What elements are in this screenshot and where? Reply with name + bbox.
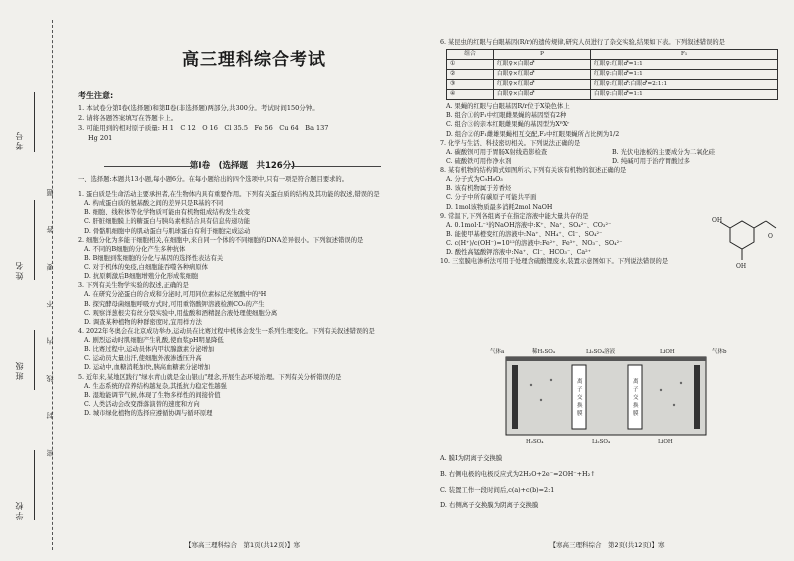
question-4	[78, 327, 416, 373]
option-c: C. 硫酸铁可用作净水剂	[446, 157, 512, 165]
notice-item: 1. 本试卷分第Ⅰ卷(选择题)和第Ⅱ卷(非选择题)两部分,共300分。考试时间150分钟。	[78, 104, 319, 112]
membrane-label-1: 膜	[577, 411, 583, 417]
question-3	[78, 281, 416, 327]
option-c: C. 分子中所有碳原子可能共平面	[446, 194, 537, 202]
membrane-label-2: 膜	[633, 411, 639, 417]
lioh-outlet-label: LiOH	[658, 439, 673, 445]
table-cell: 红眼♀:红眼♂=1:1	[591, 60, 778, 70]
bond	[754, 221, 766, 228]
exam-title: 高三理科综合考试	[182, 50, 326, 70]
question-7	[440, 139, 778, 166]
table-cell: 红眼♀:红眼♂:白眼♂=2:1:1	[591, 80, 778, 90]
salt-solution-label: Li₂SO₄溶液	[586, 349, 616, 355]
option-c: C. 对于机体的免疫,白细胞能吞噬各种病原体	[84, 264, 208, 271]
question-stem: 8. 某有机物的结构简式如图所示,下列有关该有机物的叙述正确的是	[440, 167, 627, 174]
option-b: B. 探究酵母菌细胞呼吸方式时,可用重铬酸钾溶液检测CO₂的产生	[84, 300, 265, 308]
option-a: A. 生态系统的营养结构越复杂,其抵抗力稳定性越强	[84, 382, 227, 390]
option-b: B. 该有机物属于芳香烃	[446, 185, 512, 193]
option-a: A. 构成蛋白质的氨基酸之间的差异只是R基的不同	[84, 200, 224, 208]
table-cell: 白眼♀×红眼♂	[494, 70, 591, 80]
table-header: P	[494, 50, 591, 60]
membrane-label-2: 离	[633, 379, 639, 385]
option-c: C. 肝脏细胞膜上的糖蛋白与胰岛素相结合具有信息传递功能	[84, 218, 251, 226]
table-cell: ②	[447, 70, 494, 80]
part-1-heading: 第Ⅰ卷 (选择题 共126分)	[189, 161, 296, 171]
li2so4-outlet-label: Li₂SO₄	[592, 439, 611, 445]
question-stem: 1. 蛋白质是生命活动主要承担者,在生物体内具有重要作用。下列有关蛋白质的结构及其功能的叙述,错误的是	[78, 191, 380, 198]
table-row	[447, 70, 778, 80]
option-d: D. 组合②的F₁雌雄果蝇相互交配,F₂中红眼果蝇所占比例为1/2	[446, 130, 620, 138]
table-cell: 白眼♀×白眼♂	[494, 90, 591, 100]
option-grid	[440, 148, 778, 166]
option-a: A. 膜Ⅰ为阴离子交换膜	[440, 454, 503, 463]
question-5	[78, 373, 416, 419]
gas-a-label: 气体a	[490, 349, 505, 355]
field-name: 姓名	[15, 260, 24, 280]
option-a: A. 碳酸钡可用于胃肠X射线造影检查	[446, 148, 548, 156]
option-a: A. 在研究分泌蛋白的合成和分泌时,可用同位素标记亮氨酸中的³H	[84, 291, 267, 299]
oh-group: OH	[712, 217, 723, 224]
membrane-label-1: 交	[577, 395, 583, 401]
option-c: C. 观察洋葱根尖有丝分裂实验中,用盐酸和酒精混合液处理使细胞分离	[84, 309, 278, 317]
option-b: B. 光伏电池板的主要成分为二氧化硅	[612, 148, 716, 156]
notice-item: 3. 可能用到的相对原子质量: H 1 C 12 O 16 Cl 35.5 Fe 56 Cu 64 Ba 137	[78, 124, 329, 133]
membrane-label-2: 交	[633, 395, 639, 401]
oh-group: OH	[736, 263, 747, 270]
table-header-row	[447, 50, 778, 60]
notice-list	[78, 103, 413, 143]
option-c: C. 组合③的亲本红眼雌果蝇的基因型为XᴿXʳ	[446, 121, 570, 129]
question-stem: 2. 细胞分化为多能干细胞相关,在细胞中,来自同一个体的不同细胞的DNA差异很小。下列叙述错误的是	[78, 236, 364, 244]
option-d: D. 抗原刺激后B细胞增殖分化形成浆细胞	[84, 273, 199, 281]
option-d: D. 城市绿化植物的选择应遵循协调与循环原理	[84, 410, 213, 417]
field-exam-number: 考号	[15, 130, 24, 150]
table-row	[447, 90, 778, 100]
bond	[766, 221, 776, 228]
option-a: A. 剧烈运动时肌细胞产生乳酸,使血浆pH明显降低	[84, 337, 224, 344]
option-d: D. 纯碱可用于治疗胃酸过多	[612, 157, 691, 165]
table-cell: 红眼♀×红眼♂	[494, 80, 591, 90]
option-c: C. 装置工作一段时间后,c(a)+c(b)=2:1	[440, 485, 555, 494]
question-stem: 9. 常温下,下列各组离子在指定溶液中能大量共存的是	[440, 212, 589, 220]
table-row	[447, 80, 778, 90]
question-1	[78, 190, 416, 236]
option-a: A. 分子式为C₉H₈O₃	[446, 176, 503, 184]
option-b: B. 组合①的F₁中红眼雌果蝇的基因型有2种	[446, 112, 567, 120]
dilute-acid-label: 稀H₂SO₄	[532, 349, 555, 355]
section-intro: 一、选择题:本题共13小题,每小题6分。在每小题给出的四个选项中,只有一项是符合题目要求的。	[78, 176, 349, 183]
table-cell: ③	[447, 80, 494, 90]
membrane-label-2: 换	[633, 403, 639, 409]
page-1	[64, 0, 421, 561]
option-d: D. 酸性高锰酸钾溶液中:Na⁺、Cl⁻、HCO₃⁻、Ca²⁺	[446, 249, 591, 257]
underline-name	[34, 200, 35, 280]
footer-page-1: 【寒高三理科综合 第1页(共12页)】寒	[185, 541, 300, 549]
option-c: C. 运动员大量出汗,使细胞外液渗透压升高	[84, 355, 202, 363]
option-b: B. 右侧电极的电极反应式为2H₂O+2e⁻=2OH⁻+H₂↑	[440, 470, 596, 479]
underline-exam-number	[34, 92, 35, 152]
option-d: D. 运动中,血糖消耗加快,胰高血糖素分泌增加	[84, 364, 211, 372]
option-d: D. 调查某种植物的种群密度时,宜用样方法	[84, 318, 202, 326]
option-d: D. 骨骼肌细胞中的肌动蛋白与肌球蛋白有利于细胞完成运动	[84, 227, 251, 235]
option-d: D. 1mol该物质最多消耗2mol NaOH	[446, 203, 553, 211]
notice-item: 2. 请将各题答案填写在答题卡上。	[78, 114, 178, 123]
right-electrode	[694, 365, 700, 429]
lioh-top-label: LiOH	[660, 349, 675, 355]
underline-class	[34, 330, 35, 390]
table-row	[447, 60, 778, 70]
part-1-title	[64, 160, 421, 172]
electrodialysis-device	[436, 345, 774, 445]
option-b: B. 比赛过程中,运动员体内甲状腺激素分泌增加	[84, 346, 215, 354]
option-b: B. B细胞到浆细胞的分化与基因的选择性表达有关	[84, 254, 224, 262]
cell-body	[506, 357, 706, 435]
option-a: A. 不同的B细胞的分化产生多种抗体	[84, 245, 186, 253]
benzene-ring	[730, 221, 754, 249]
page-2	[426, 0, 788, 561]
option-b: B. 能使甲基橙变红的溶液中:Na⁺、NH₄⁺、Cl⁻、SO₄²⁻	[446, 230, 603, 238]
option-a: A. 0.1mol·L⁻¹的NaOH溶液中:K⁺、Na⁺、SO₄²⁻、CO₃²⁻	[446, 221, 612, 229]
question-stem: 3. 下列有关生物学实验的叙述,正确的是	[78, 282, 189, 290]
table-header: F₁	[591, 50, 778, 60]
underline-school	[34, 450, 35, 520]
option-b: B. 湿地能调节气候,体现了生物多样性的间接价值	[84, 391, 221, 399]
questions-left	[78, 190, 416, 418]
option-a: A. 果蝇的红眼与白眼基因R/r位于X染色体上	[446, 103, 570, 111]
question-stem: 4. 2022年冬奥会在北京成功举办,运动员在比赛过程中机体会发生一系列生理变化。下列有关叙述错误的是	[78, 327, 375, 335]
divider	[291, 166, 381, 167]
option-c: C. 人类活动会改变群落演替的速度和方向	[84, 400, 200, 408]
top-plate	[506, 357, 706, 361]
table-cell: 白眼♀:白眼♂=1:1	[591, 90, 778, 100]
binding-strip	[0, 0, 64, 561]
h2so4-outlet-label: H₂SO₄	[526, 439, 544, 445]
question-stem: 7. 化学与生活、科技密切相关。下列说法正确的是	[440, 139, 581, 147]
notice-title: 考生注意:	[78, 91, 114, 100]
table-cell: 红眼♀:白眼♂=1:1	[591, 70, 778, 80]
table-cell: ①	[447, 60, 494, 70]
question-stem: 5. 近年来,某地区践行"绿水青山就是金山银山"理念,开展生态环境治理。下列有关分析错误的是	[78, 373, 342, 381]
cross-table	[446, 49, 778, 100]
membrane-label-1: 换	[577, 403, 583, 409]
field-class: 班级	[15, 360, 24, 380]
table-cell: 红眼♀×白眼♂	[494, 60, 591, 70]
left-electrode	[512, 365, 518, 429]
footer-page-2: 【寒高三理科综合 第2页(共12页)】寒	[549, 541, 665, 549]
option-b: B. 细胞、线粒体等化学物质可能由有机物组成结构发生改变	[84, 209, 251, 217]
o-atom: O	[768, 233, 773, 240]
question-stem: 6. 某昆虫的红眼与白眼基因(R/r)的遗传规律,研究人员进行了杂交实验,结果如下表。下列叙述错误的是	[440, 39, 725, 46]
question-stem: 10. 三室膜电渗析法可用于处理含硫酸锂废水,装置示意图如下。下列说法错误的是	[440, 258, 669, 266]
field-school: 学校	[15, 500, 24, 520]
divider	[104, 166, 194, 167]
question-10-options	[440, 448, 778, 517]
membrane-label-1: 离	[577, 379, 583, 385]
molecule-structure	[710, 210, 780, 270]
question-2	[78, 236, 416, 282]
option-c: C. c(H⁺)/c(OH⁻)=10¹²的溶液中:Fe²⁺、Fe³⁺、NO₃⁻、SO₄²⁻	[446, 240, 623, 247]
table-header: 组合	[447, 50, 494, 60]
option-d: D. 右侧离子交换膜为阴离子交换膜	[440, 501, 539, 510]
seal-line-text: 密 封 线 内 不 要 答 题	[46, 175, 54, 457]
notice-item: Hg 201	[88, 134, 113, 143]
question-8	[440, 166, 778, 212]
table-cell: ④	[447, 90, 494, 100]
question-6	[440, 38, 778, 139]
gas-b-label: 气体b	[712, 349, 727, 355]
membrane-label-1: 子	[577, 387, 583, 393]
membrane-label-2: 子	[633, 387, 639, 393]
